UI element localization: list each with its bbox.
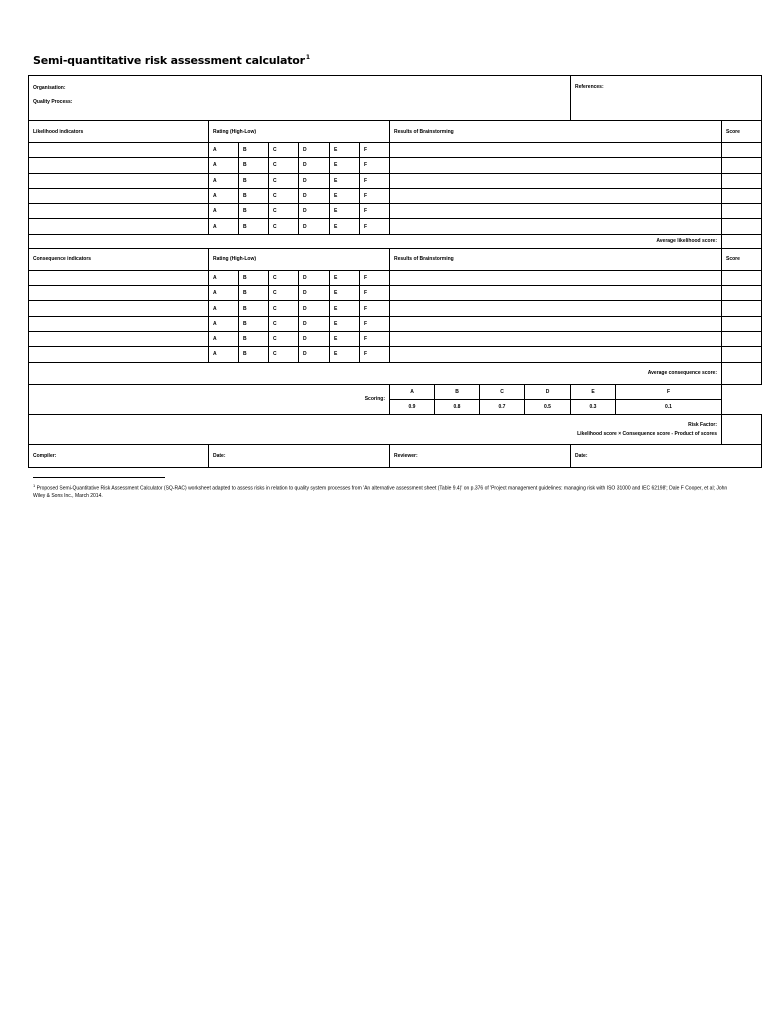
likelihood-average-row <box>29 234 762 248</box>
likelihood-score-cell[interactable] <box>722 188 762 203</box>
consequence-rating-option[interactable]: A <box>209 347 239 362</box>
consequence-average-row <box>29 362 762 384</box>
consequence-row <box>29 286 762 301</box>
consequence-header-row <box>29 248 762 270</box>
scoring-value: 0.7 <box>480 399 525 414</box>
likelihood-brainstorming-cell[interactable] <box>390 204 722 219</box>
consequence-rating-option[interactable]: D <box>299 331 330 346</box>
likelihood-brainstorming-cell[interactable] <box>390 143 722 158</box>
consequence-rating-option[interactable]: E <box>330 347 360 362</box>
consequence-score-cell[interactable] <box>722 316 762 331</box>
likelihood-rating-option[interactable]: F <box>360 219 390 234</box>
likelihood-rating-option[interactable]: D <box>299 158 330 173</box>
likelihood-rating-option[interactable]: C <box>269 158 299 173</box>
consequence-rating-option[interactable]: B <box>239 301 269 316</box>
scoring-letter: E <box>571 384 616 399</box>
consequence-brainstorming-header: Results of Brainstorming <box>390 248 722 270</box>
risk-factor-formula: Likelihood score × Consequence score - Product of scores <box>577 430 717 437</box>
consequence-row <box>29 316 762 331</box>
likelihood-rating-option[interactable]: F <box>360 143 390 158</box>
likelihood-rating-option[interactable]: B <box>239 158 269 173</box>
compiler-field[interactable]: Compiler: <box>29 445 209 468</box>
signoff-row <box>29 445 762 468</box>
consequence-indicator-cell[interactable] <box>29 316 209 331</box>
likelihood-header-row <box>29 121 762 143</box>
consequence-rating-option[interactable]: B <box>239 347 269 362</box>
consequence-rating-option[interactable]: A <box>209 316 239 331</box>
organisation-label: Organisation: <box>33 85 66 91</box>
consequence-rating-option[interactable]: C <box>269 270 299 285</box>
footnote <box>33 482 733 500</box>
likelihood-rating-option[interactable]: A <box>209 219 239 234</box>
consequence-rating-option[interactable]: C <box>269 331 299 346</box>
consequence-rating-option[interactable]: E <box>330 301 360 316</box>
likelihood-rating-option[interactable]: C <box>269 204 299 219</box>
likelihood-rating-option[interactable]: E <box>330 143 360 158</box>
consequence-score-cell[interactable] <box>722 286 762 301</box>
scoring-letter: F <box>616 384 722 399</box>
consequence-rating-option[interactable]: E <box>330 331 360 346</box>
average-likelihood-label: Average likelihood score: <box>29 234 722 248</box>
likelihood-indicator-cell[interactable] <box>29 158 209 173</box>
consequence-rating-option[interactable]: D <box>299 301 330 316</box>
consequence-brainstorming-cell[interactable] <box>390 331 722 346</box>
likelihood-rating-option[interactable]: E <box>330 204 360 219</box>
scoring-value: 0.3 <box>571 399 616 414</box>
likelihood-rating-option[interactable]: C <box>269 188 299 203</box>
likelihood-rating-option[interactable]: D <box>299 204 330 219</box>
likelihood-indicator-cell[interactable] <box>29 219 209 234</box>
consequence-brainstorming-cell[interactable] <box>390 301 722 316</box>
consequence-rating-option[interactable]: B <box>239 316 269 331</box>
scoring-value: 0.5 <box>525 399 571 414</box>
risk-factor-label-cell <box>29 415 722 445</box>
page-title <box>33 54 310 67</box>
likelihood-rating-option[interactable]: B <box>239 143 269 158</box>
compiler-date-field[interactable]: Date: <box>209 445 390 468</box>
consequence-rating-option[interactable]: F <box>360 301 390 316</box>
consequence-indicators-header: Consequence indicators <box>29 248 209 270</box>
likelihood-indicator-cell[interactable] <box>29 188 209 203</box>
average-consequence-value[interactable] <box>722 362 762 384</box>
likelihood-rating-option[interactable]: A <box>209 158 239 173</box>
likelihood-rating-option[interactable]: A <box>209 188 239 203</box>
consequence-score-cell[interactable] <box>722 331 762 346</box>
consequence-brainstorming-cell[interactable] <box>390 347 722 362</box>
likelihood-brainstorming-cell[interactable] <box>390 158 722 173</box>
likelihood-brainstorming-cell[interactable] <box>390 173 722 188</box>
quality-process-label: Quality Process: <box>33 99 73 105</box>
likelihood-rating-option[interactable]: E <box>330 158 360 173</box>
likelihood-score-cell[interactable] <box>722 173 762 188</box>
consequence-row <box>29 331 762 346</box>
likelihood-rating-option[interactable]: D <box>299 173 330 188</box>
likelihood-rating-option[interactable]: D <box>299 188 330 203</box>
consequence-rating-option[interactable]: B <box>239 286 269 301</box>
likelihood-row <box>29 188 762 203</box>
consequence-row <box>29 347 762 362</box>
scoring-value: 0.1 <box>616 399 722 414</box>
likelihood-row <box>29 219 762 234</box>
consequence-brainstorming-cell[interactable] <box>390 286 722 301</box>
likelihood-score-cell[interactable] <box>722 219 762 234</box>
footnote-mark: 1 <box>33 483 36 488</box>
likelihood-rating-option[interactable]: E <box>330 219 360 234</box>
consequence-rating-option[interactable]: F <box>360 286 390 301</box>
likelihood-rating-option[interactable]: D <box>299 219 330 234</box>
consequence-rating-option[interactable]: F <box>360 316 390 331</box>
risk-calculator-form <box>28 75 762 468</box>
consequence-row <box>29 301 762 316</box>
risk-factor-label: Risk Factor: <box>688 421 717 428</box>
consequence-rating-option[interactable]: C <box>269 316 299 331</box>
likelihood-indicator-cell[interactable] <box>29 173 209 188</box>
likelihood-rating-option[interactable]: D <box>299 143 330 158</box>
likelihood-brainstorming-cell[interactable] <box>390 188 722 203</box>
likelihood-brainstorming-cell[interactable] <box>390 219 722 234</box>
consequence-rating-option[interactable]: E <box>330 286 360 301</box>
risk-factor-value[interactable] <box>722 415 762 445</box>
scoring-label: Scoring: <box>29 384 390 415</box>
consequence-score-cell[interactable] <box>722 270 762 285</box>
title-text: Semi-quantitative risk assessment calculator <box>33 54 305 67</box>
consequence-rating-option[interactable]: F <box>360 331 390 346</box>
consequence-brainstorming-cell[interactable] <box>390 316 722 331</box>
likelihood-rating-header: Rating (High-Low) <box>209 121 390 143</box>
consequence-indicator-cell[interactable] <box>29 301 209 316</box>
scoring-letter: C <box>480 384 525 399</box>
likelihood-rating-option[interactable]: C <box>269 219 299 234</box>
likelihood-row <box>29 143 762 158</box>
likelihood-indicator-cell[interactable] <box>29 143 209 158</box>
consequence-rating-option[interactable]: C <box>269 286 299 301</box>
likelihood-brainstorming-header: Results of Brainstorming <box>390 121 722 143</box>
likelihood-rating-option[interactable]: A <box>209 143 239 158</box>
title-footnote-mark: 1 <box>305 54 310 62</box>
consequence-rating-option[interactable]: A <box>209 301 239 316</box>
likelihood-rating-option[interactable]: A <box>209 173 239 188</box>
consequence-rating-option[interactable]: D <box>299 286 330 301</box>
consequence-rating-option[interactable]: D <box>299 347 330 362</box>
consequence-rating-option[interactable]: B <box>239 331 269 346</box>
consequence-rating-header: Rating (High-Low) <box>209 248 390 270</box>
likelihood-rating-option[interactable]: F <box>360 173 390 188</box>
scoring-letter: D <box>525 384 571 399</box>
consequence-indicator-cell[interactable] <box>29 270 209 285</box>
likelihood-indicator-cell[interactable] <box>29 204 209 219</box>
references-label: References: <box>575 84 604 90</box>
footnote-divider <box>33 477 165 478</box>
likelihood-rating-option[interactable]: C <box>269 143 299 158</box>
likelihood-row <box>29 158 762 173</box>
organisation-cell[interactable] <box>29 76 571 121</box>
average-likelihood-value[interactable] <box>722 234 762 248</box>
consequence-indicator-cell[interactable] <box>29 347 209 362</box>
scoring-value: 0.9 <box>390 399 435 414</box>
likelihood-rating-option[interactable]: C <box>269 173 299 188</box>
likelihood-rating-option[interactable]: E <box>330 188 360 203</box>
consequence-indicator-cell[interactable] <box>29 286 209 301</box>
likelihood-rating-option[interactable]: F <box>360 204 390 219</box>
consequence-score-cell[interactable] <box>722 347 762 362</box>
likelihood-score-cell[interactable] <box>722 204 762 219</box>
likelihood-rating-option[interactable]: F <box>360 158 390 173</box>
consequence-brainstorming-cell[interactable] <box>390 270 722 285</box>
likelihood-rating-option[interactable]: B <box>239 188 269 203</box>
likelihood-rating-option[interactable]: A <box>209 204 239 219</box>
consequence-rating-option[interactable]: C <box>269 301 299 316</box>
consequence-rating-option[interactable]: F <box>360 347 390 362</box>
likelihood-score-header: Score <box>722 121 762 143</box>
consequence-rating-option[interactable]: A <box>209 270 239 285</box>
references-cell[interactable] <box>571 76 762 121</box>
consequence-rating-option[interactable]: F <box>360 270 390 285</box>
likelihood-row <box>29 204 762 219</box>
scoring-letter: B <box>435 384 480 399</box>
consequence-rating-option[interactable]: A <box>209 331 239 346</box>
scoring-value: 0.8 <box>435 399 480 414</box>
consequence-row <box>29 270 762 285</box>
consequence-score-header: Score <box>722 248 762 270</box>
likelihood-rating-option[interactable]: E <box>330 173 360 188</box>
header-row <box>29 76 762 121</box>
consequence-rating-option[interactable]: A <box>209 286 239 301</box>
likelihood-indicators-header: Likelihood indicators <box>29 121 209 143</box>
consequence-score-cell[interactable] <box>722 301 762 316</box>
consequence-rating-option[interactable]: D <box>299 270 330 285</box>
consequence-indicator-cell[interactable] <box>29 331 209 346</box>
likelihood-row <box>29 173 762 188</box>
likelihood-rating-option[interactable]: B <box>239 173 269 188</box>
likelihood-rating-option[interactable]: B <box>239 204 269 219</box>
likelihood-rating-option[interactable]: B <box>239 219 269 234</box>
consequence-rating-option[interactable]: E <box>330 270 360 285</box>
scoring-letter: A <box>390 384 435 399</box>
reviewer-date-field[interactable]: Date: <box>571 445 762 468</box>
reviewer-field[interactable]: Reviewer: <box>390 445 571 468</box>
consequence-rating-option[interactable]: C <box>269 347 299 362</box>
risk-factor-row <box>29 415 762 445</box>
consequence-rating-option[interactable]: B <box>239 270 269 285</box>
likelihood-score-cell[interactable] <box>722 143 762 158</box>
likelihood-score-cell[interactable] <box>722 158 762 173</box>
consequence-rating-option[interactable]: D <box>299 316 330 331</box>
likelihood-rating-option[interactable]: F <box>360 188 390 203</box>
footnote-text: Proposed Semi-Quantitative Risk Assessment Calculator (SQ-RAC) worksheet adapted to assess risks in relation to quality system processes from 'An alternative assessment sheet (Table 9.4)' on p.376 of 'Project management guidelines: managing risk with ISO 31000 and IEC 62198'; Dale F Cooper, et al; John Wiley & Sons Inc., March 2014. <box>33 485 728 499</box>
average-consequence-label: Average consequence score: <box>29 362 722 384</box>
scoring-letters-row <box>29 384 762 399</box>
consequence-rating-option[interactable]: E <box>330 316 360 331</box>
